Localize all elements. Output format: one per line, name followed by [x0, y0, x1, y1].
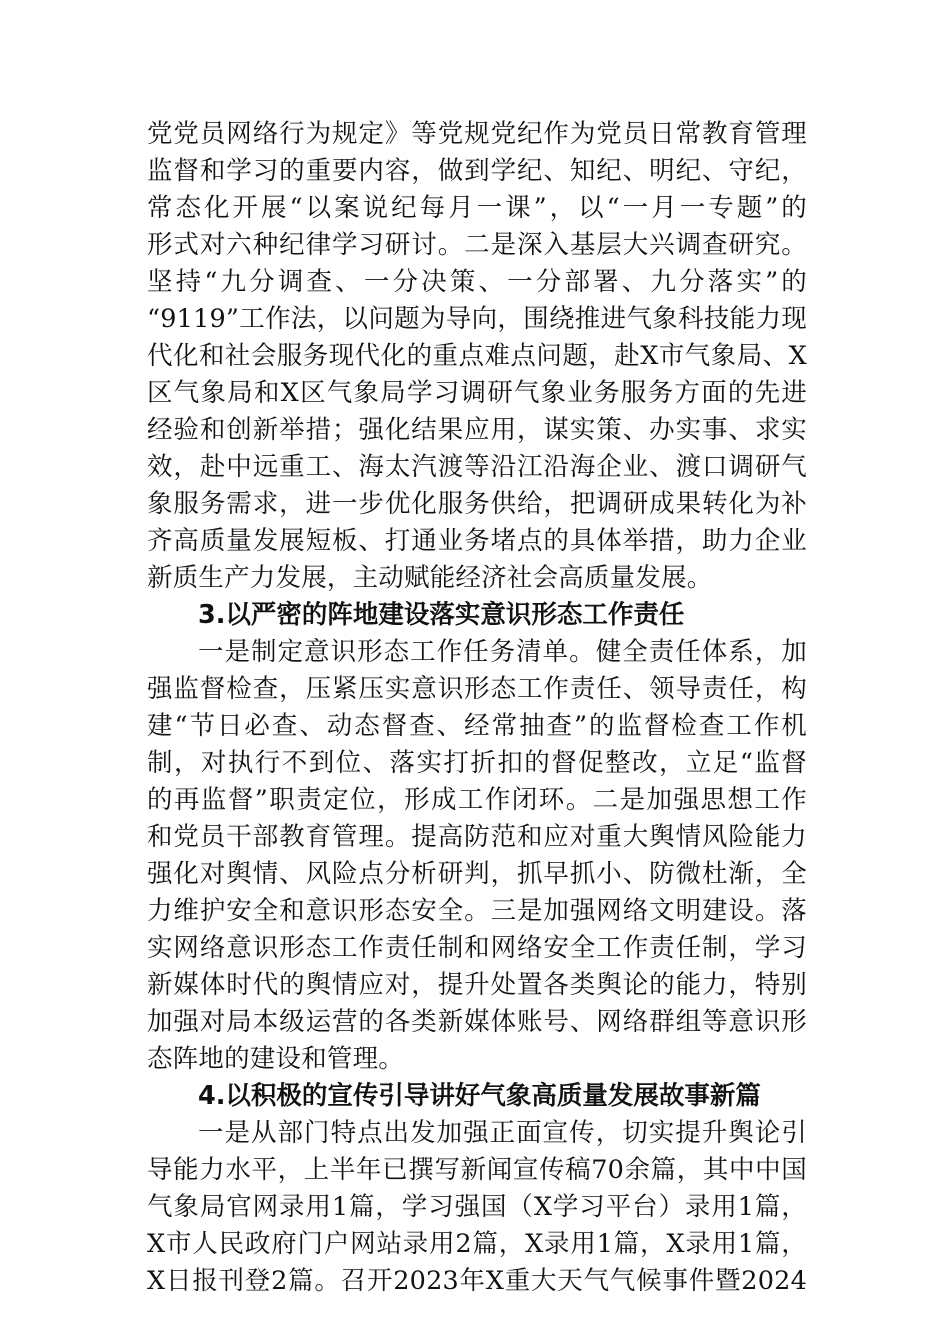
paragraph-line: 代化和社会服务现代化的重点难点问题，赴X市气象局、X [147, 341, 807, 371]
paragraph-line: 区气象局和X区气象局学习调研气象业务服务方面的先进 [147, 378, 807, 408]
paragraph-line: 强监督检查，压紧压实意识形态工作责任、领导责任，构 [147, 674, 807, 704]
paragraph-line: 监督和学习的重要内容，做到学纪、知纪、明纪、守纪， [147, 156, 807, 186]
paragraph-line: 党党员网络行为规定》等党规党纪作为党员日常教育管理 [147, 119, 807, 149]
paragraph-line: 导能力水平，上半年已撰写新闻宣传稿70余篇，其中中国 [147, 1155, 807, 1185]
paragraph-line: 一是从部门特点出发加强正面宣传，切实提升舆论引 [198, 1118, 807, 1148]
paragraph-line: “9119”工作法，以问题为导向，围绕推进气象科技能力现 [147, 304, 807, 334]
paragraph-line: 齐高质量发展短板、打通业务堵点的具体举措，助力企业 [147, 526, 807, 556]
paragraph-line: 一是制定意识形态工作任务清单。健全责任体系，加 [198, 637, 807, 667]
section-heading-4: 4.以积极的宣传引导讲好气象高质量发展故事新篇 [198, 1081, 761, 1111]
paragraph-line: 和党员干部教育管理。提高防范和应对重大舆情风险能力 [147, 822, 807, 852]
paragraph-line: 制，对执行不到位、落实打折扣的督促整改，立足“监督 [147, 748, 807, 778]
paragraph-line: 常态化开展“以案说纪每月一课”，以“一月一专题”的 [147, 193, 807, 223]
paragraph-line: 建“节日必查、动态督查、经常抽查”的监督检查工作机 [147, 711, 807, 741]
paragraph-line: 象服务需求，进一步优化服务供给，把调研成果转化为补 [147, 489, 807, 519]
paragraph-line: 新媒体时代的舆情应对，提升处置各类舆论的能力，特别 [147, 970, 807, 1000]
paragraph-line: 经验和创新举措；强化结果应用，谋实策、办实事、求实 [147, 415, 807, 445]
paragraph-line: 加强对局本级运营的各类新媒体账号、网络群组等意识形 [147, 1007, 807, 1037]
paragraph-line: X市人民政府门户网站录用2篇，X录用1篇，X录用1篇， [147, 1229, 807, 1259]
paragraph-line: 效，赴中远重工、海太汽渡等沿江沿海企业、渡口调研气 [147, 452, 807, 482]
paragraph-line: 的再监督”职责定位，形成工作闭环。二是加强思想工作 [147, 785, 807, 815]
paragraph-line: 形式对六种纪律学习研讨。二是深入基层大兴调查研究。 [147, 230, 807, 260]
paragraph-line: 态阵地的建设和管理。 [147, 1044, 405, 1074]
paragraph-line: 力维护安全和意识形态安全。三是加强网络文明建设。落 [147, 896, 807, 926]
paragraph-line: 新质生产力发展，主动赋能经济社会高质量发展。 [147, 563, 713, 593]
paragraph-line: 强化对舆情、风险点分析研判，抓早抓小、防微杜渐，全 [147, 859, 807, 889]
paragraph-line: X日报刊登2篇。召开2023年X重大天气气候事件暨2024 [147, 1266, 807, 1296]
paragraph-line: 实网络意识形态工作责任制和网络安全工作责任制，学习 [147, 933, 807, 963]
paragraph-line: 坚持“九分调查、一分决策、一分部署、九分落实”的 [147, 267, 807, 297]
paragraph-line: 气象局官网录用1篇，学习强国（X学习平台）录用1篇， [147, 1192, 807, 1222]
section-heading-3: 3.以严密的阵地建设落实意识形态工作责任 [198, 600, 685, 630]
